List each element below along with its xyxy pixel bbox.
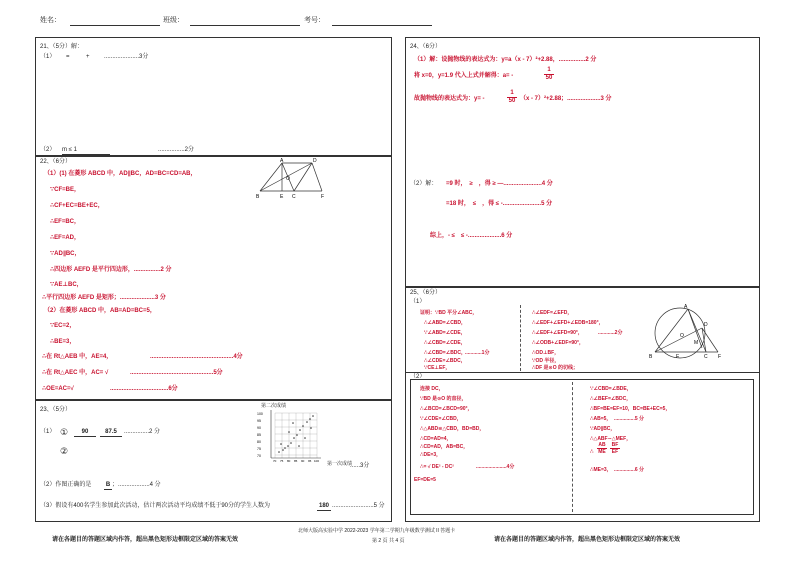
fig-label: B: [649, 354, 653, 360]
q24-line3: 故抛物线的表达式为：y= -: [414, 96, 485, 102]
q24-line1: （1）解：设抛物线的表达式为：y=a（x - 7）²+2.88，................2 分: [414, 57, 597, 63]
q25-c1: 证明：∵BD 平分∠ABC，: [420, 310, 478, 316]
q22-line: ∵AD∥BC，: [50, 251, 81, 257]
q25-c3: ∵BD 是⊙O 的直径，: [420, 396, 467, 402]
q25-figure: [646, 300, 724, 366]
q24-frac-b: [507, 90, 517, 105]
footer-page: 第 2 页 共 4 页: [372, 538, 405, 544]
q23-score2: ；...................4 分: [112, 482, 161, 488]
q25-c4-score2: ...............6 分: [614, 467, 645, 473]
name-blank[interactable]: [70, 25, 160, 26]
frac-den: 50: [508, 98, 516, 104]
q22-line: ∴EF=BC，: [50, 219, 81, 225]
q21-score2: ................2分: [158, 147, 195, 153]
col-divider: [520, 305, 521, 371]
q22-line: ∴BE=3，: [50, 339, 76, 345]
q25-c2: ∴∠EDF=∠EFD，: [532, 310, 573, 316]
q21-answer2[interactable]: m ≤ 1: [62, 146, 110, 155]
q25-c2: ∴∠EDF+∠EFD=90°，: [532, 330, 583, 336]
q23-score3: .........................5 分: [332, 503, 385, 509]
q23-circle1: ①: [60, 427, 69, 437]
q25-c3: ∵∠CDE=∠CBD，: [420, 416, 462, 422]
q23-part2: （2）作图正确的是: [40, 482, 92, 488]
q22-line: （1）(1) 在菱形 ABCD 中，AD∥BC，AD=BC=CD=AB，: [44, 171, 197, 177]
y-tick: 100: [257, 412, 263, 416]
part-divider: [405, 372, 760, 373]
q24-part2-prefix: （2）解：: [410, 181, 438, 187]
q25-frac-right: [610, 442, 620, 455]
q25-c4: ∴△ABF∽△MEF，: [590, 436, 632, 442]
fig-label: B: [256, 194, 260, 200]
fig-label: C: [292, 194, 296, 200]
q25-c1: ∵CE⊥EF，: [424, 365, 451, 371]
q25-c1: ∴∠CBD=∠CDE，: [424, 340, 466, 346]
q25-c2: ∴OD⊥BF，: [532, 350, 560, 356]
q22-line: ∴四边形 AEFD 是平行四边形，................2 分: [50, 267, 172, 273]
x-tick: 95: [308, 459, 312, 463]
q22-figure: [252, 158, 327, 200]
q25-c2: ∵OD 半径，: [532, 358, 560, 364]
chart-svg: [255, 408, 345, 463]
fig-label: E: [280, 194, 284, 200]
q22-line: ∴EF=AD，: [50, 235, 81, 241]
q25-c4-score: ...............5 分: [614, 416, 645, 422]
fig-label: C: [704, 354, 708, 360]
q23-answer-b[interactable]: B: [105, 482, 111, 488]
q25-part2: （2）: [410, 374, 426, 380]
class-label: 班级：: [163, 17, 184, 24]
y-tick: 80: [257, 440, 261, 444]
q22-line: ∵AE⊥BC，: [50, 282, 83, 288]
y-tick: 85: [257, 433, 261, 437]
q23-answer1[interactable]: 90: [74, 428, 96, 437]
y-tick: 75: [257, 447, 261, 451]
footer-title: 北师大版高实验中学 2022-2023 学年第二学期九年级数学测试 II 答题卡: [298, 528, 456, 534]
chart-title: 第二次成绩: [261, 403, 287, 409]
q25-c2: ∴∠ODB+∠EDF=90°，: [532, 340, 584, 346]
x-tick: 85: [294, 459, 298, 463]
col-divider-2: [572, 382, 573, 512]
y-tick: 90: [257, 426, 261, 430]
q22-box: [35, 156, 392, 400]
q25-c3: ∴△ABD≌△CBD，BD=BD，: [420, 426, 485, 432]
q24-line2: 将 x=0，y=1.9 代入上式并解得：a= -: [414, 73, 514, 79]
fig-label: A: [684, 304, 688, 310]
q23-score1: ...............2 分: [124, 429, 161, 435]
right-notice: 请在各题目的答题区域内作答，超出黑色矩形边框限定区域的答案无效: [494, 537, 681, 543]
q23-part1-prefix: （1）: [40, 429, 56, 435]
y-tick: 70: [257, 454, 261, 458]
q25-c3: ∴∠BCD=∠BCD=90°，: [420, 406, 473, 412]
q25-c4: ∴: [590, 449, 594, 455]
x-tick: 90: [301, 459, 305, 463]
name-label: 姓名：: [40, 17, 61, 24]
q22-line: ∴CF+EC=BE+EC，: [50, 203, 104, 209]
q25-c4: ∵AD∥BC，: [590, 426, 616, 432]
q21-score1: .....................3分: [104, 54, 149, 60]
q25-c3: ∴CD=AD，AB=BC，: [420, 444, 469, 450]
q25-c3: EF=DE=5: [414, 477, 436, 483]
q22-line: ∴在 Rt△AEB 中，AE=4，: [42, 354, 113, 360]
exam-no-label: 考号：: [304, 17, 325, 24]
q25-c3: ∴CD=AD=4，: [420, 436, 452, 442]
q25-c1-score: ............1分: [465, 350, 490, 356]
q25-c3: 连接 DC，: [420, 386, 444, 392]
q25-c1: ∴∠ABD=∠CBD，: [424, 320, 467, 326]
frac-num: 1: [544, 67, 554, 75]
q25-title: 25、（6分）: [410, 290, 442, 296]
q22-line: （2）在菱形 ABCD 中，AB=AD=BC=5，: [44, 308, 156, 314]
frac-den: 50: [545, 75, 553, 81]
q24-part2-line3: 综上，- ≤ ≤ -....................6 分: [430, 233, 513, 239]
q25-frac-left: [597, 442, 607, 455]
q21-plus: +: [86, 54, 90, 60]
q25-c4: ∵∠CBD=∠BDE，: [590, 386, 632, 392]
y-tick: 95: [257, 419, 261, 423]
exam-no-blank[interactable]: [332, 25, 432, 26]
fig-label: O: [680, 333, 684, 339]
fig-label: F: [321, 194, 325, 200]
q25-c4: ∴∠BEF=∠BDC，: [590, 396, 632, 402]
q25-part1: （1）: [410, 299, 426, 305]
frac-num: AB: [598, 442, 606, 448]
q25-c1: ∵∠ABD=∠CDE，: [424, 330, 466, 336]
fig-label: E: [676, 354, 680, 360]
q24-frac-a: [544, 67, 554, 82]
frac-num: BF: [611, 442, 619, 448]
q24-part2-line2: =18 时， ≤ ，得 ≤ -.......................5 分: [446, 201, 553, 207]
q21-title: 21、（5分）解：: [40, 44, 84, 50]
q25-c3-score: ......................4分: [476, 464, 515, 470]
q23-answer2[interactable]: 87.5: [100, 428, 122, 437]
q23-scatter-chart: [255, 402, 353, 470]
q22-line: ∴OE=AC=√: [42, 386, 74, 392]
q23-circle2: ②: [60, 446, 69, 456]
q23-answer3[interactable]: 180: [318, 503, 329, 509]
q22-line: ∵EC=2，: [50, 323, 76, 329]
q23-chart-score: ......3分: [350, 463, 370, 469]
fig-label: M: [694, 340, 699, 346]
frac-den: EF: [611, 449, 619, 455]
x-tick: 70: [273, 459, 277, 463]
left-notice: 请在各题目的答题区域内作答，超出黑色矩形边框限定区域的答案无效: [52, 537, 239, 543]
q22-score5: ..................................................5分: [130, 370, 223, 376]
x-tick: 75: [280, 459, 284, 463]
q21-part1-prefix: （1）: [40, 54, 56, 60]
q22-line: ∴平行四边形 AEFD 是矩形；.....................3 分: [42, 295, 166, 301]
fig-label: F: [718, 354, 722, 360]
q25-c3: ∴= √ DE² - DC²: [420, 464, 454, 470]
q25-c4: ∴BF=BE=EF=10，BC=BE+EC=5，: [590, 406, 671, 412]
q24-line3b: （x - 7）²+2.88；....................3 分: [520, 96, 612, 102]
class-blank[interactable]: [190, 25, 300, 26]
q22-line: ∵CF=BE，: [50, 187, 81, 193]
q25-c3: ∴DE=3，: [420, 452, 442, 458]
fig-label: A: [280, 158, 284, 164]
q25-c1: ∴∠CDE=∠BDC，: [424, 358, 466, 364]
q21-eq: =: [66, 54, 70, 60]
q25-c4: ∴AB=5，: [590, 416, 612, 422]
q21-part2-prefix: （2）: [40, 147, 56, 153]
q22-title: 22、（6分）: [40, 159, 72, 165]
q25-c2: ∴DF 是⊙O 的切线；: [532, 365, 579, 371]
q23-title: 23、（5分）: [40, 407, 72, 413]
q25-c2: ∴∠EDF+∠EFD+∠EDB=180°，: [532, 320, 604, 326]
q22-score4: ..................................................4分: [150, 354, 243, 360]
x-tick: 100: [314, 459, 320, 463]
q25-c1: ∴∠CBD=∠BDC，: [424, 350, 467, 356]
frac-den: ME: [598, 449, 606, 455]
q25-c2-score: ............2分: [598, 330, 623, 336]
fig-label: D: [313, 158, 317, 164]
frac-num: 1: [507, 90, 517, 98]
q22-score6: ...................................6分: [110, 386, 178, 392]
fig-label: O: [286, 176, 290, 182]
q24-part2-line1: =9 时， ≥ ，得 ≥ —.......................4 分: [446, 181, 553, 187]
x-tick: 80: [287, 459, 291, 463]
q23-part3: （3）假设有400名学生参加此次活动，估计两次活动平均成绩不低于90分的学生人数为: [40, 503, 271, 509]
q24-title: 24、（6分）: [410, 44, 442, 50]
fig-label: D: [704, 322, 708, 328]
chart-xlabel: 第一次成绩: [327, 461, 353, 467]
q25-c4: ∴ME=3，: [590, 467, 612, 473]
q22-line: ∴在 Rt△AEC 中，AC= √: [42, 370, 109, 376]
